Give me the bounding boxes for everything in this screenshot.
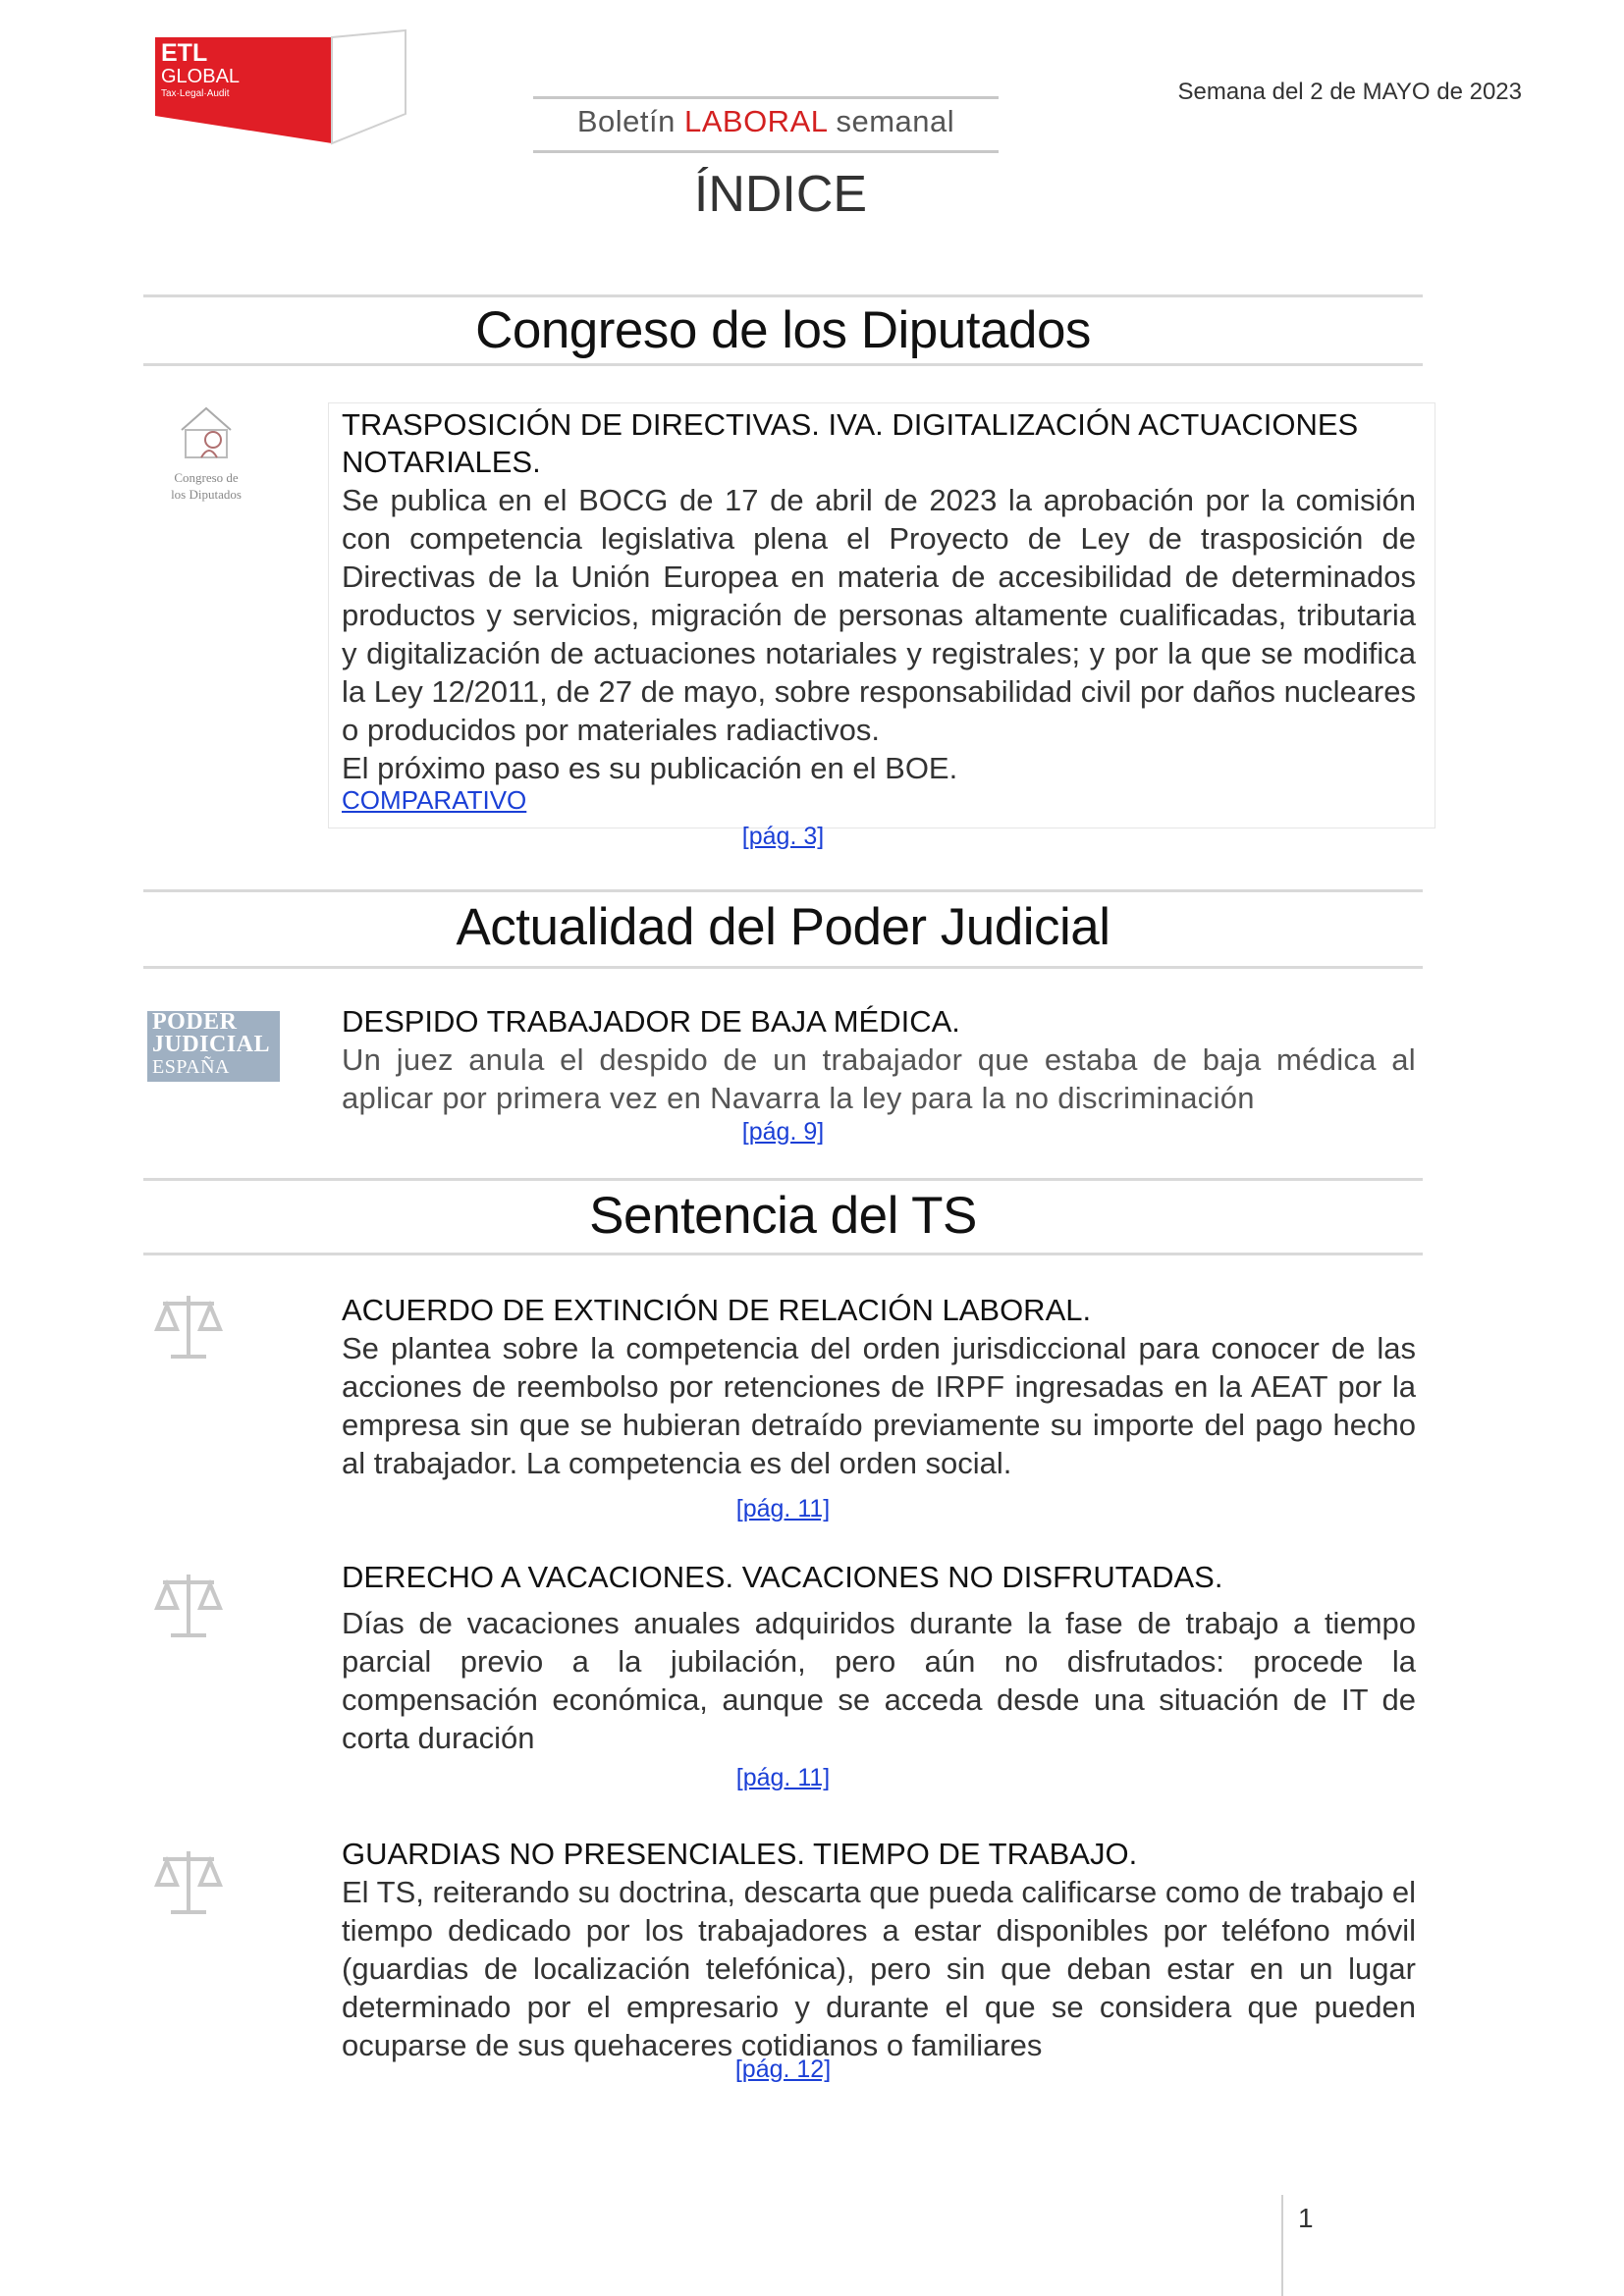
page-link[interactable]: [pág. 9] bbox=[741, 1118, 825, 1146]
section-divider-bottom bbox=[143, 1253, 1423, 1255]
week-date: Semana del 2 de MAYO de 2023 bbox=[1177, 79, 1522, 105]
scales-of-justice-icon bbox=[149, 1286, 228, 1364]
section-divider-top bbox=[143, 294, 1423, 297]
item-title: ACUERDO DE EXTINCIÓN DE RELACIÓN LABORAL. bbox=[342, 1293, 1092, 1327]
section-title-sentencia-ts: Sentencia del TS bbox=[589, 1187, 977, 1245]
page-link[interactable]: [pág. 11] bbox=[735, 1495, 831, 1522]
item-body: El TS, reiterando su doctrina, descarta que pueda calificarse como de trabajo el tiempo dedicado por los trabajadores a estar disponibles por teléfono móvil (guardias de localización telefónica), pero sin que deban estar en un lugar determinado por el empresario y durante el que se considera que pueden ocuparse de sus quehaceres cotidianos o familiares bbox=[342, 1875, 1416, 2062]
item-title: DERECHO A VACACIONES. VACACIONES NO DISFRUTADAS. bbox=[342, 1560, 1223, 1594]
bulletin-title-prefix: Boletín bbox=[576, 104, 684, 138]
section-divider-bottom bbox=[143, 966, 1423, 969]
poder-judicial-logo bbox=[147, 1011, 280, 1082]
pj-logo-line3: ESPAÑA bbox=[152, 1056, 230, 1078]
logo-tagline: Tax·Legal·Audit bbox=[161, 88, 230, 99]
page-link[interactable]: [pág. 3] bbox=[741, 823, 825, 850]
scales-of-justice-icon bbox=[149, 1842, 228, 1920]
etl-global-logo bbox=[145, 27, 412, 145]
congreso-logo bbox=[157, 400, 255, 516]
index-title: ÍNDICE bbox=[693, 166, 868, 223]
pj-logo-line1: PODER bbox=[152, 1009, 238, 1035]
section-divider-top bbox=[143, 1178, 1423, 1181]
bulletin-title bbox=[577, 104, 954, 138]
section-divider-top bbox=[143, 889, 1423, 892]
congreso-logo-line2: los Diputados bbox=[171, 487, 242, 502]
item-body: Días de vacaciones anuales adquiridos durante la fase de trabajo a tiempo parcial previo a la jubilación, pero aún no disfrutados: procede la compensación económica, aunque se acceda desde una situación de IT de corta duración bbox=[342, 1606, 1416, 1755]
section-divider-bottom bbox=[143, 363, 1423, 366]
item-body: Se plantea sobre la competencia del orden jurisdiccional para conocer de las acciones de reembolso por retenciones de IRPF ingresadas en la AEAT por la empresa sin que se hubieran detraído previamente su importe del pago hecho al trabajador. La competencia es del orden social. bbox=[342, 1331, 1416, 1480]
logo-brand: ETL bbox=[161, 39, 208, 67]
item-title: DESPIDO TRABAJADOR DE BAJA MÉDICA. bbox=[342, 1004, 960, 1039]
footer-divider bbox=[1281, 2195, 1283, 2296]
scales-of-justice-icon bbox=[149, 1565, 228, 1643]
bulletin-title-suffix: semanal bbox=[827, 104, 955, 138]
congreso-emblem-icon bbox=[172, 400, 241, 469]
section-title-congreso: Congreso de los Diputados bbox=[475, 301, 1091, 359]
page-link[interactable]: [pág. 11] bbox=[735, 1764, 831, 1791]
bulletin-title-bar bbox=[533, 96, 999, 153]
item-body: Un juez anula el despido de un trabajador que estaba de baja médica al aplicar por primera vez en Navarra la ley para la no discriminación bbox=[342, 1042, 1416, 1115]
item-body: Se publica en el BOCG de 17 de abril de 2023 la aprobación por la comisión con competencia legislativa plena el Proyecto de Ley de trasposición de Directivas de la Unión Europea en materia de accesibilidad de determinados productos y servicios, migración de personas altamente cualificadas, tributaria y digitalización de actuaciones notariales y registrales; y por la que se modifica la Ley 12/2011, de 27 de mayo, sobre responsabilidad civil por daños nucleares o producidos por materiales radiactivos. bbox=[342, 483, 1416, 747]
congreso-logo-line1: Congreso de bbox=[174, 470, 239, 485]
item-title: GUARDIAS NO PRESENCIALES. TIEMPO DE TRABAJO. bbox=[342, 1837, 1138, 1871]
page-link[interactable]: [pág. 12] bbox=[734, 2056, 832, 2083]
pj-logo-line2: JUDICIAL bbox=[152, 1032, 271, 1057]
comparativo-link[interactable]: COMPARATIVO bbox=[342, 785, 527, 815]
page-number: 1 bbox=[1298, 2203, 1314, 2233]
item-title: TRASPOSICIÓN DE DIRECTIVAS. IVA. DIGITALIZACIÓN ACTUACIONES NOTARIALES. bbox=[342, 407, 1359, 479]
bulletin-title-accent: LABORAL bbox=[683, 104, 828, 138]
item-body-next-step: El próximo paso es su publicación en el BOE. bbox=[342, 751, 958, 785]
logo-line1: GLOBAL bbox=[161, 66, 241, 87]
section-title-poder-judicial: Actualidad del Poder Judicial bbox=[456, 898, 1110, 956]
